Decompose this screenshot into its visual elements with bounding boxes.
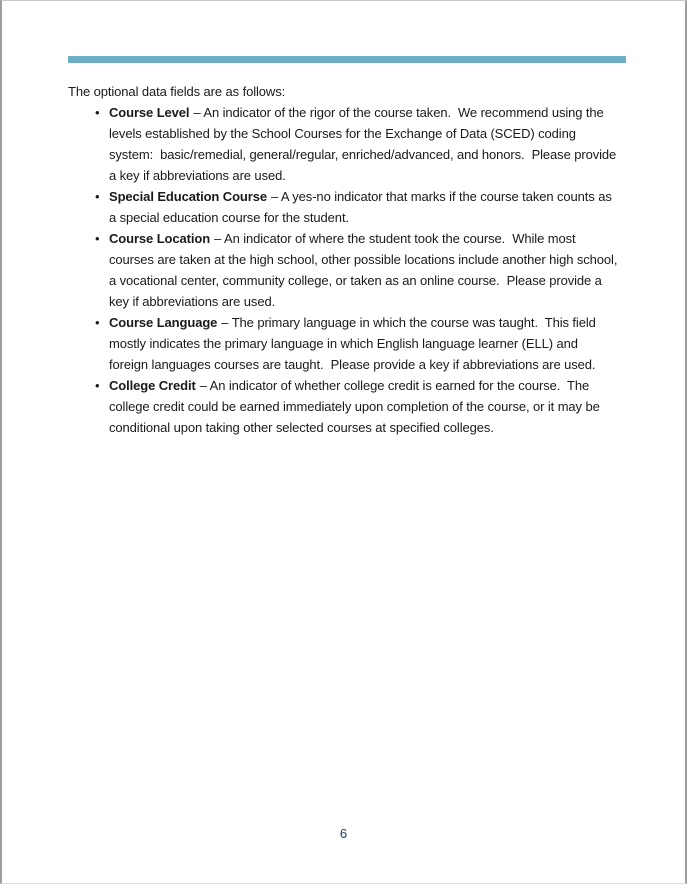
field-description: – The primary language in which the course was taught. This field mostly indicates the primary language in which English language learner (ELL) and foreign languages courses are taught. Please provide a key if abbreviations are used. (109, 315, 600, 372)
bullet-icon: • (95, 189, 100, 204)
field-description: – An indicator of the rigor of the course taken. We recommend using the levels established by the School Courses for the Exchange of Data (SCED) coding system: basic/remedial, general/regular, enriched/advanced, and honors. Please provide a key if abbreviations are used. (109, 105, 620, 183)
field-term: College Credit (109, 378, 196, 393)
page-footer (2, 823, 685, 844)
optional-fields-list (68, 102, 619, 438)
list-item-college-credit (68, 375, 619, 438)
field-term: Course Language (109, 315, 218, 330)
bullet-icon: • (95, 105, 100, 120)
field-description: – An indicator of whether college credit is earned for the course. The college credit could be earned immediately upon completion of the course, or it may be conditional upon taking other selected courses at specified colleges. (109, 378, 604, 435)
page-content (68, 81, 619, 438)
field-description: – An indicator of where the student took the course. While most courses are taken at the high school, other possible locations include another high school, a vocational center, community college, or taken as an online course. Please provide a key if abbreviations are used. (109, 231, 621, 309)
field-term: Course Location (109, 231, 211, 246)
bullet-icon: • (95, 315, 100, 330)
bullet-icon: • (95, 231, 100, 246)
field-term: Course Level (109, 105, 190, 120)
page-number: 6 (339, 826, 348, 841)
header-accent-bar (68, 56, 626, 63)
list-item-course-language (68, 312, 619, 375)
list-item-course-location (68, 228, 619, 312)
intro-paragraph: The optional data fields are as follows: (68, 84, 286, 99)
field-term: Special Education Course (109, 189, 267, 204)
bullet-icon: • (95, 378, 100, 393)
list-item-course-level (68, 102, 619, 186)
field-description: – A yes-no indicator that marks if the course taken counts as a special education course for the student. (109, 189, 616, 225)
list-item-special-education-course (68, 186, 619, 228)
